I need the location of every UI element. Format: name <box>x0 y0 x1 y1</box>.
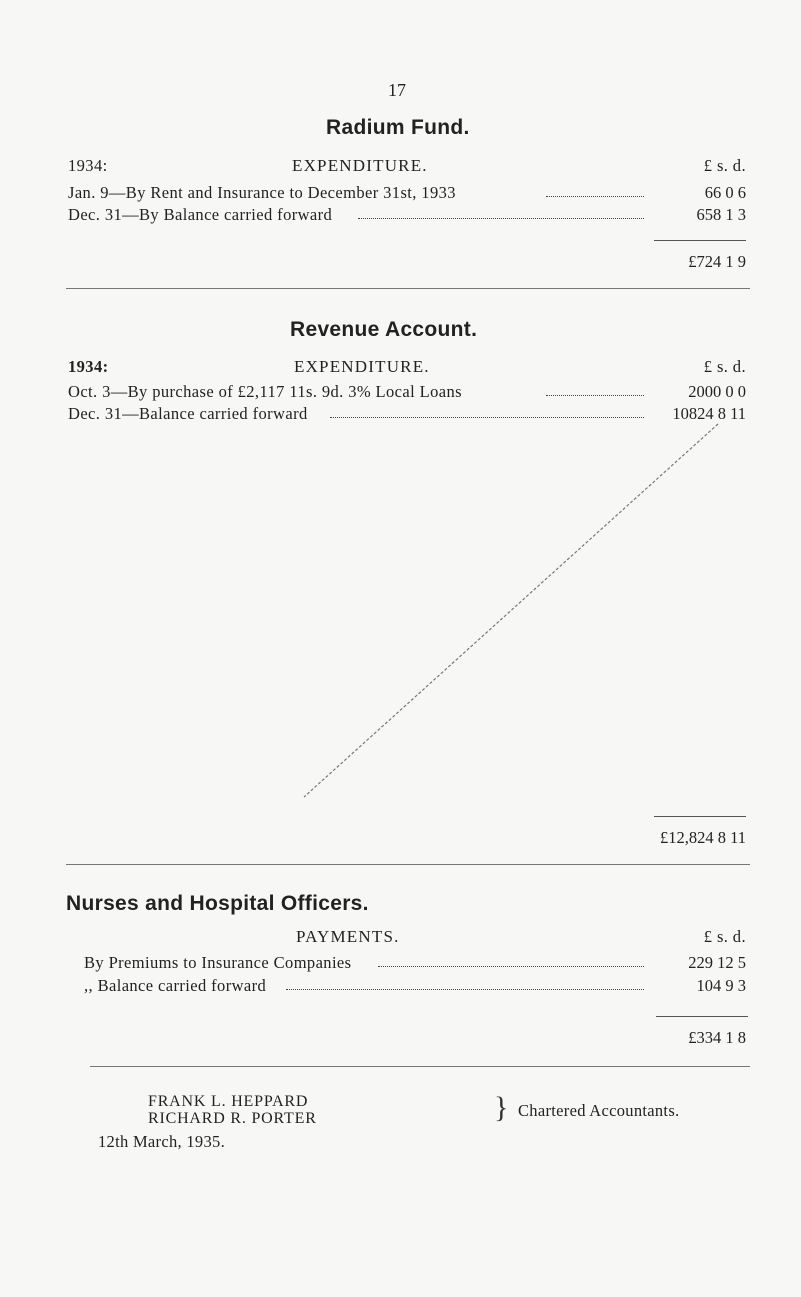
radium-row-amount: 66 0 6 <box>704 183 746 202</box>
total-rule <box>654 816 746 817</box>
nurses-payments-heading: PAYMENTS. <box>296 927 400 946</box>
dot-leader <box>358 218 644 219</box>
total-rule <box>656 1016 748 1017</box>
revenue-row-amount: 10824 8 11 <box>672 404 746 423</box>
page-number: 17 <box>388 80 406 100</box>
total-rule <box>654 240 746 241</box>
nurses-row-label: By Premiums to Insurance Companies <box>84 953 352 972</box>
radium-row-label: Jan. 9—By Rent and Insurance to December 31st, 1933 <box>68 183 456 202</box>
revenue-total: £12,824 8 11 <box>659 828 746 847</box>
dot-leader <box>378 966 644 967</box>
brace: } <box>494 1091 509 1124</box>
nurses-title: Nurses and Hospital Officers. <box>66 892 369 915</box>
nurses-row-label: ,, Balance carried forward <box>84 976 267 995</box>
revenue-year-label: 1934: <box>68 357 109 376</box>
revenue-row-amount: 2000 0 0 <box>688 382 746 401</box>
radium-total: £724 1 9 <box>688 252 746 271</box>
revenue-row-label: Oct. 3—By purchase of £2,117 11s. 9d. 3% Local Loans <box>68 382 462 401</box>
nurses-row-amount: 104 9 3 <box>696 976 746 995</box>
revenue-account-title: Revenue Account. <box>290 318 478 341</box>
radium-row-amount: 658 1 3 <box>696 205 746 224</box>
dot-leader <box>546 196 644 197</box>
revenue-currency-header: £ s. d. <box>703 357 746 376</box>
radium-fund-title: Radium Fund. <box>326 116 470 139</box>
radium-expenditure-heading: EXPENDITURE. <box>292 156 428 175</box>
section-divider <box>90 1066 750 1067</box>
signatory-name: FRANK L. HEPPARD <box>148 1093 309 1110</box>
radium-currency-header: £ s. d. <box>703 156 746 175</box>
dot-leader <box>546 395 644 396</box>
section-divider <box>66 864 750 865</box>
dot-leader <box>286 989 644 990</box>
chartered-accountants-label: Chartered Accountants. <box>518 1101 680 1120</box>
signatory-name: RICHARD R. PORTER <box>148 1110 317 1127</box>
radium-row-label: Dec. 31—By Balance carried forward <box>68 205 333 224</box>
revenue-row-label: Dec. 31—Balance carried forward <box>68 404 308 423</box>
section-divider <box>66 288 750 289</box>
cancellation-diagonal-line <box>300 422 720 802</box>
nurses-row-amount: 229 12 5 <box>688 953 746 972</box>
report-date: 12th March, 1935. <box>98 1132 225 1151</box>
radium-year-label: 1934: <box>68 156 108 175</box>
nurses-total: £334 1 8 <box>688 1028 746 1047</box>
nurses-currency-header: £ s. d. <box>703 927 746 946</box>
dot-leader <box>330 417 644 418</box>
revenue-expenditure-heading: EXPENDITURE. <box>294 357 430 376</box>
